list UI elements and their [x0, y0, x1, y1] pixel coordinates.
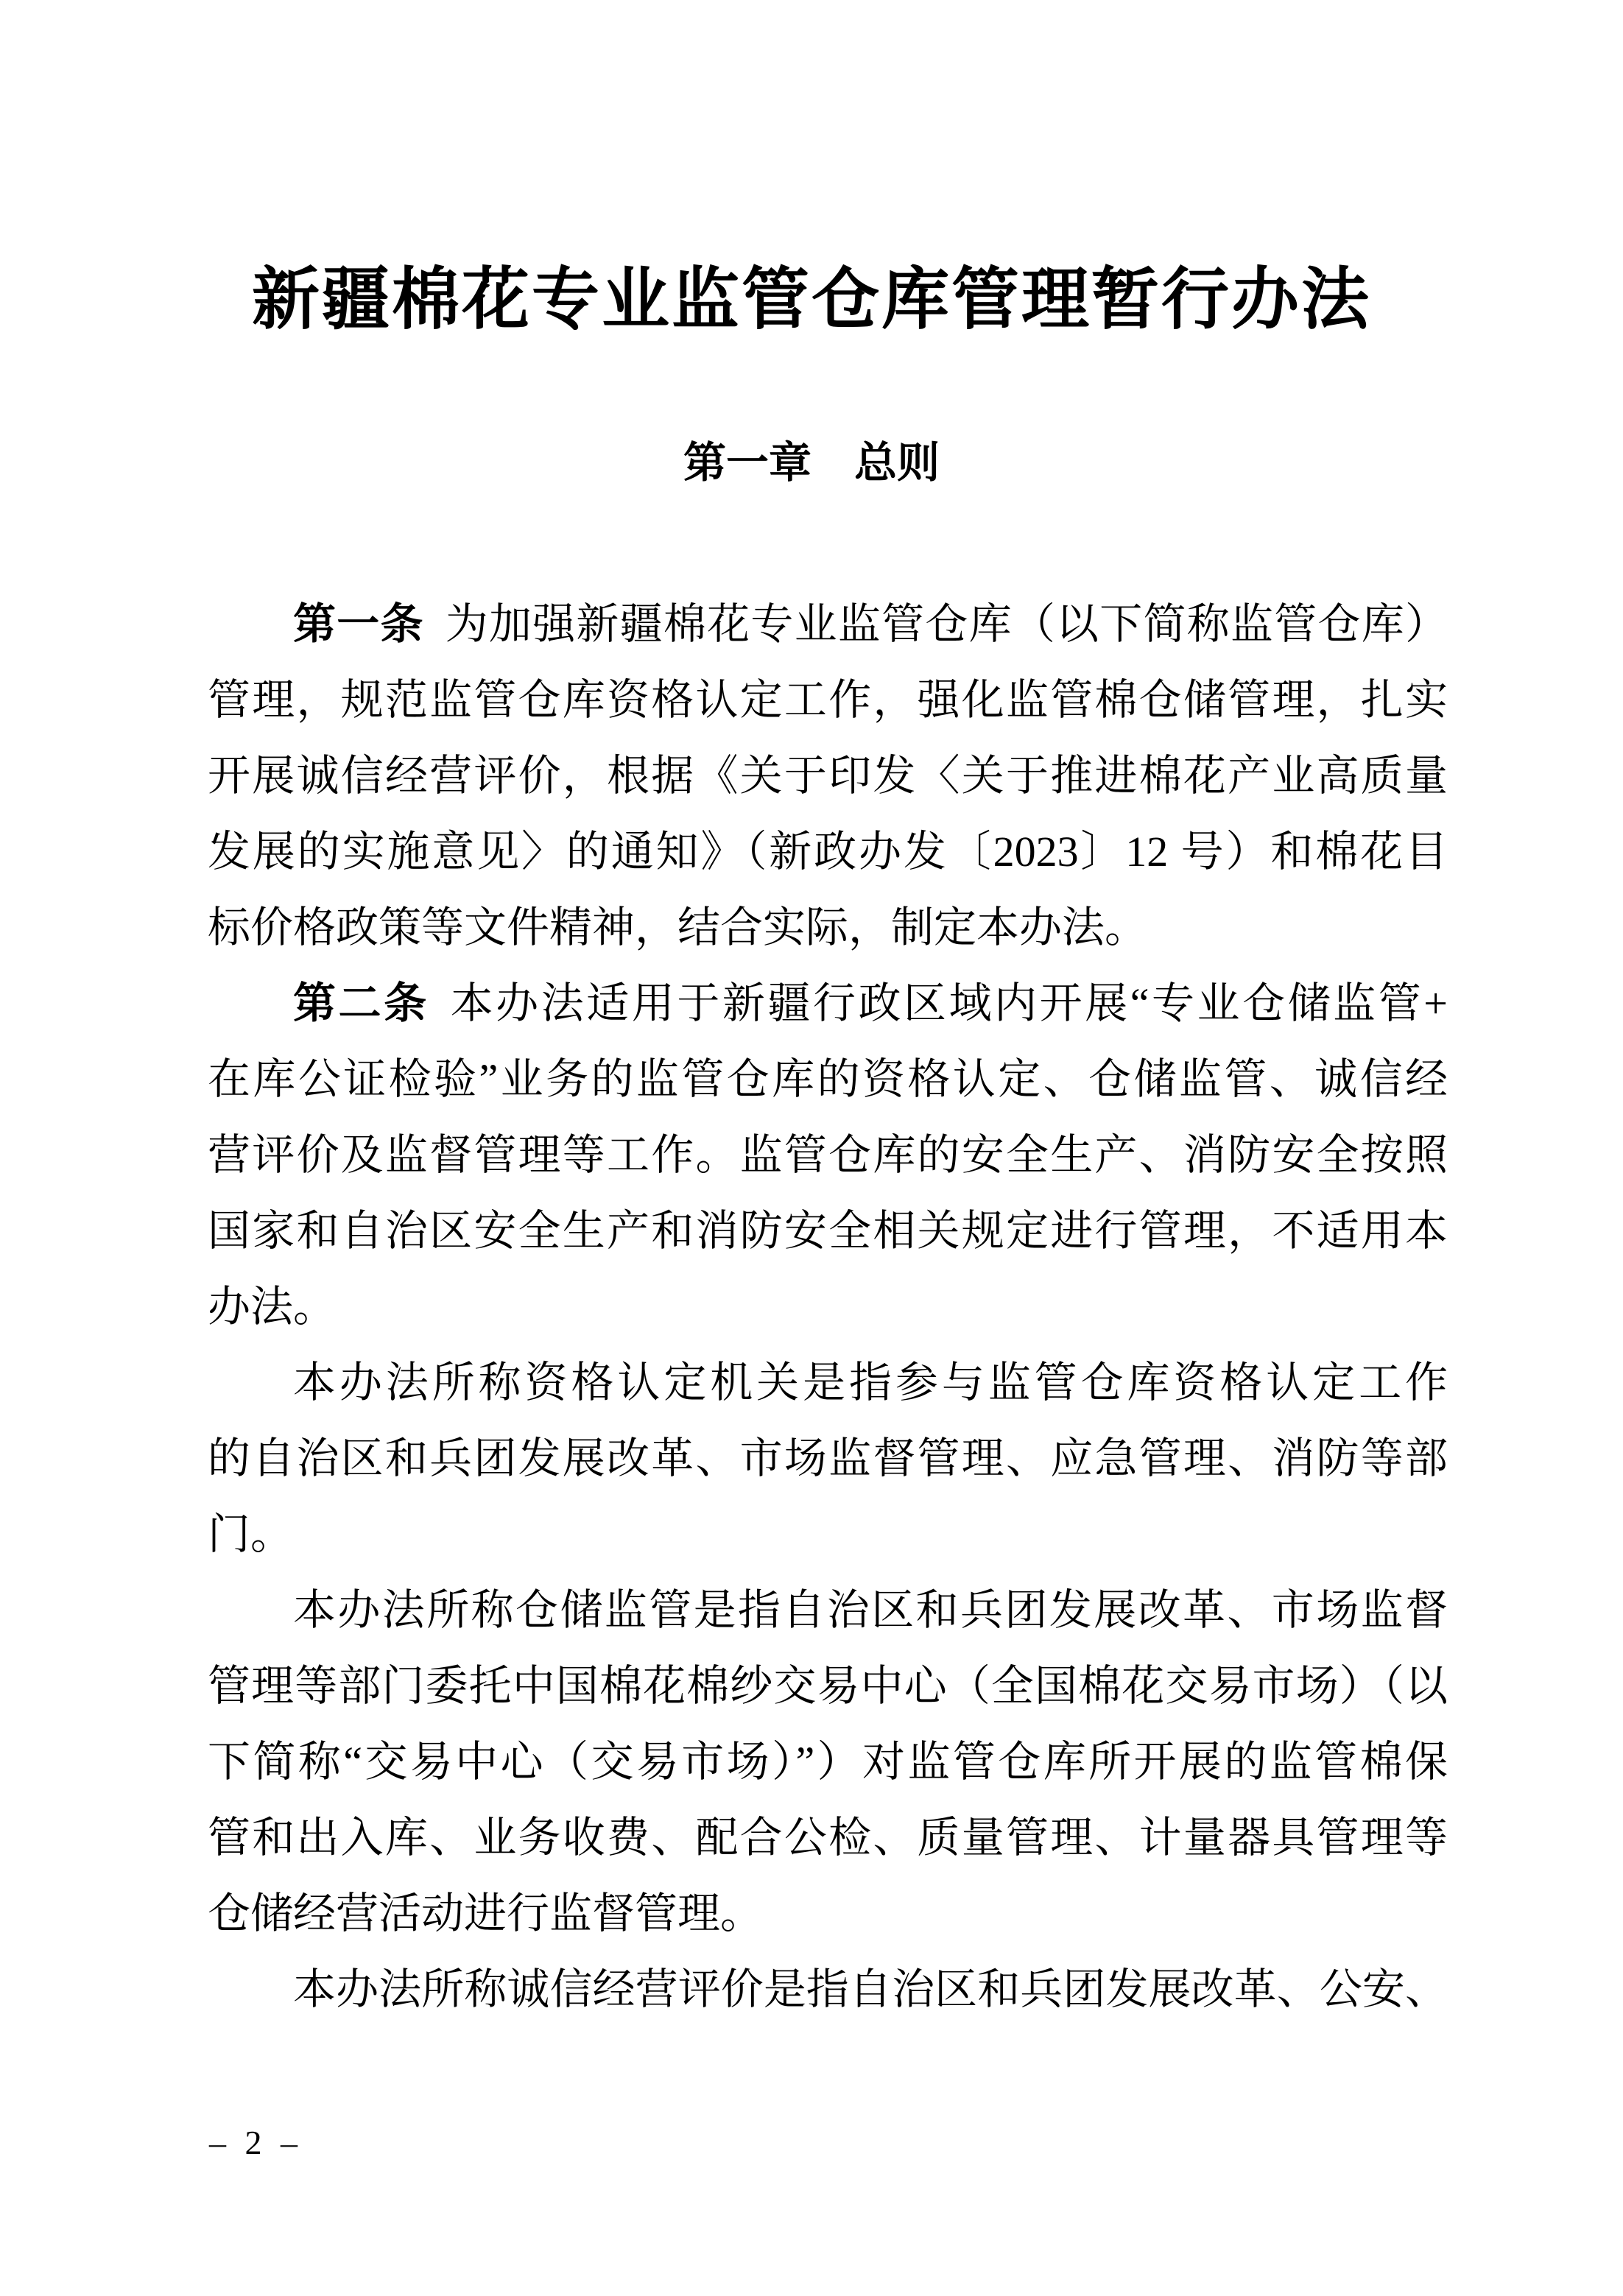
text-line: 下简称“交易中心（交易市场）”）对监管仓库所开展的监管棉保 — [208, 1738, 1448, 1786]
article-number-lead: 第二条 — [293, 979, 429, 1027]
text-line: 本办法所称仓储监管是指自治区和兵团发展改革、市场监督 — [293, 1586, 1448, 1634]
text-line: 管和出入库、业务收费、配合公检、质量管理、计量器具管理等 — [208, 1814, 1448, 1862]
text-line: 第一条 为加强新疆棉花专业监管仓库（以下简称监管仓库） — [293, 600, 1448, 648]
text-line: 管理等部门委托中国棉花棉纱交易中心（全国棉花交易市场）（以 — [208, 1662, 1448, 1710]
document-title: 新疆棉花专业监管仓库管理暂行办法 — [251, 262, 1371, 337]
article-number-lead: 第一条 — [293, 600, 424, 648]
text-line: 在库公证检验”业务的监管仓库的资格认定、仓储监管、诚信经 — [208, 1055, 1448, 1103]
text-line: 开展诚信经营评价，根据《关于印发〈关于推进棉花产业高质量 — [208, 752, 1448, 800]
text-line: 发展的实施意见〉的通知》（新政办发〔2023〕12 号）和棉花目 — [208, 828, 1448, 876]
text-line: 营评价及监督管理等工作。监管仓库的安全生产、消防安全按照 — [208, 1131, 1448, 1179]
page-number: – 2 – — [209, 2124, 303, 2161]
text-line: 办法。 — [208, 1283, 337, 1331]
text-line: 的自治区和兵团发展改革、市场监督管理、应急管理、消防等部 — [208, 1434, 1448, 1482]
text-line: 本办法所称诚信经营评价是指自治区和兵团发展改革、公安、 — [293, 1965, 1448, 2013]
text-line: 本办法所称资格认定机关是指参与监管仓库资格认定工作 — [293, 1359, 1448, 1406]
text-line: 管理，规范监管仓库资格认定工作，强化监管棉仓储管理，扎实 — [208, 676, 1448, 724]
chapter-heading: 第一章 总则 — [683, 439, 940, 487]
document-body — [208, 586, 1448, 2027]
text-line: 第二条 本办法适用于新疆行政区域内开展“专业仓储监管+ — [293, 979, 1448, 1027]
text-line: 国家和自治区安全生产和消防安全相关规定进行管理，不适用本 — [208, 1207, 1448, 1255]
text-line: 仓储经营活动进行监督管理。 — [208, 1890, 764, 1937]
text-line: 标价格政策等文件精神，结合实际，制定本办法。 — [208, 904, 1148, 951]
text-line: 门。 — [208, 1510, 294, 1558]
